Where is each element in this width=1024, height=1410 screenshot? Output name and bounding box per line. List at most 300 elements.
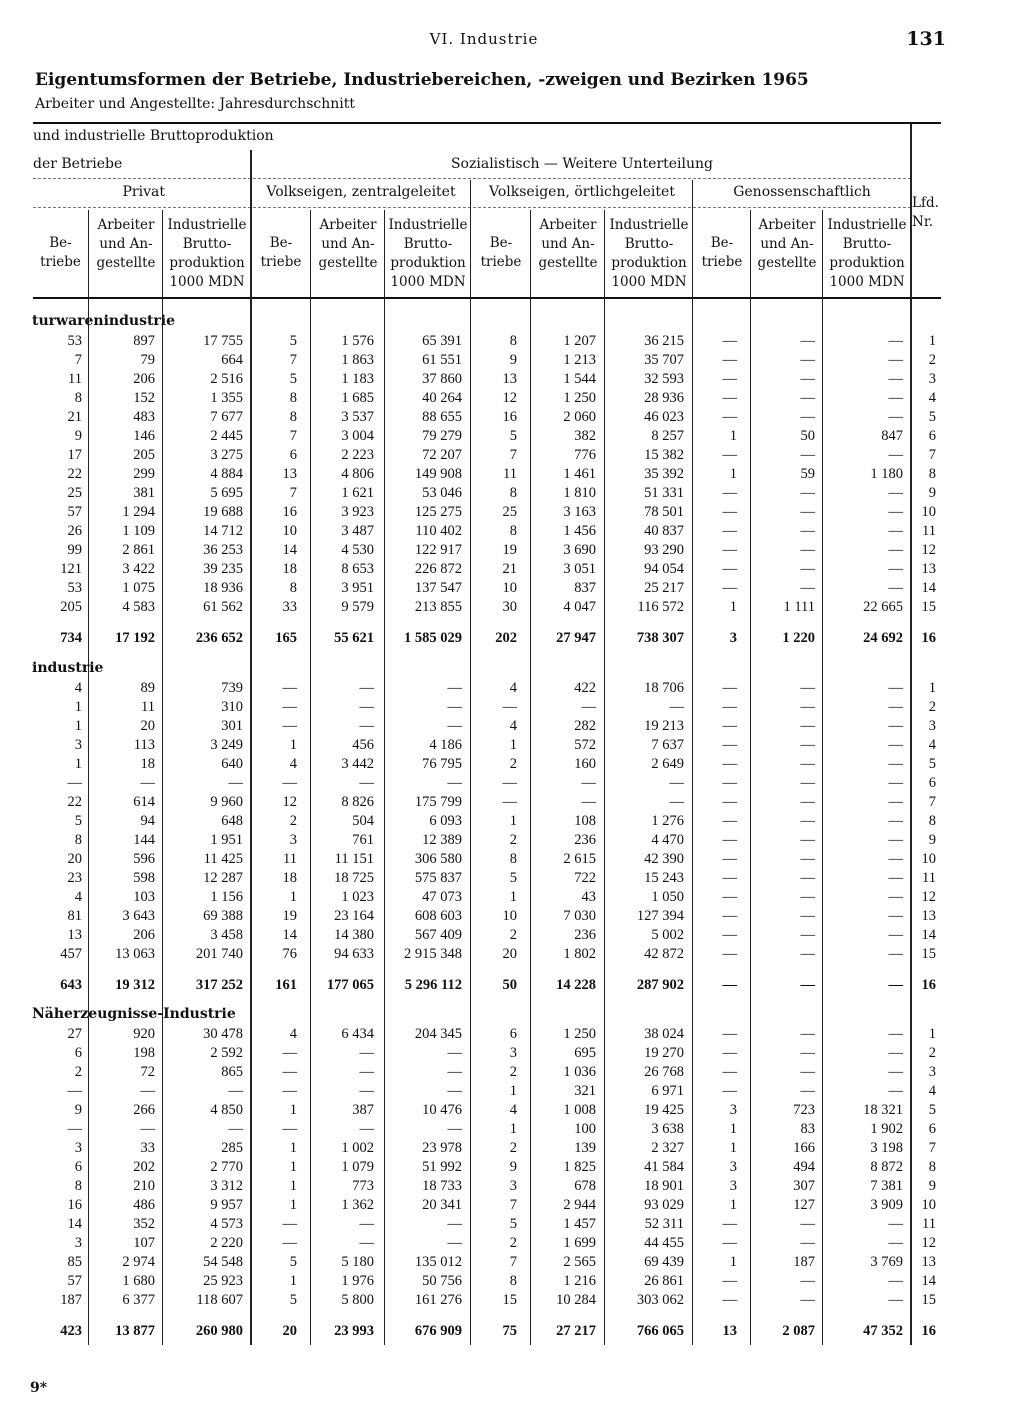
table-cell: 13 (722, 1323, 737, 1339)
subhead-betriebe-genossen: Be- triebe (701, 235, 743, 270)
table-cell: 12 389 (422, 832, 462, 848)
table-cell: — (722, 447, 737, 463)
table-cell: 9 (509, 1159, 517, 1175)
subhead-arbeiter-zentral: Arbeiter und An- gestellte (318, 217, 378, 271)
table-cell: 8 (289, 390, 297, 406)
table-cell: 15 382 (644, 447, 684, 463)
table-cell: 53 (67, 580, 82, 596)
table-cell: 4 530 (341, 542, 374, 558)
table-cell: 137 547 (414, 580, 462, 596)
table-cell: 43 (581, 889, 596, 905)
table-cell: 17 755 (203, 333, 243, 349)
table-cell: 2 (509, 927, 517, 943)
table-cell: 13 (502, 371, 517, 387)
section-title: industrie (32, 660, 104, 676)
table-cell: 773 (352, 1178, 374, 1194)
table-cell: 722 (574, 870, 596, 886)
table-cell: — (722, 333, 737, 349)
subhead-betriebe-privat: Be- triebe (40, 235, 81, 270)
table-cell: — (800, 1026, 815, 1042)
table-cell: 1 (729, 1140, 737, 1156)
table-cell: — (888, 1026, 903, 1042)
table-cell: 47 073 (422, 889, 462, 905)
table-cell: 2 (509, 1140, 517, 1156)
row-number: 14 (921, 1273, 936, 1289)
table-cell: 10 476 (422, 1102, 462, 1118)
table-cell: 3 312 (210, 1178, 243, 1194)
table-row (0, 1178, 1024, 1197)
table-cell: — (800, 737, 815, 753)
table-cell: 4 (509, 718, 517, 734)
table-cell: 16 (282, 504, 297, 520)
table-cell: 36 253 (203, 542, 243, 558)
table-cell: 11 425 (203, 851, 243, 867)
table-cell: — (722, 737, 737, 753)
table-cell: — (888, 699, 903, 715)
table-cell: 4 884 (210, 466, 243, 482)
table-cell: 103 (133, 889, 155, 905)
table-cell: — (502, 775, 517, 791)
table-cell: — (722, 1235, 737, 1251)
table-total-row (0, 1323, 1024, 1342)
table-cell: 204 345 (414, 1026, 462, 1042)
table-cell: 504 (352, 813, 374, 829)
table-cell: 4 806 (341, 466, 374, 482)
table-cell: — (800, 889, 815, 905)
row-number: 4 (928, 737, 936, 753)
table-cell: 50 (502, 977, 517, 993)
table-cell: 1 (74, 718, 82, 734)
table-cell: 5 (509, 870, 517, 886)
table-cell: 4 470 (651, 832, 684, 848)
table-cell: 4 (74, 889, 82, 905)
table-cell: 4 583 (122, 599, 155, 615)
table-cell: 161 276 (414, 1292, 462, 1308)
table-row (0, 523, 1024, 542)
table-cell: 8 826 (341, 794, 374, 810)
table-cell: — (359, 699, 374, 715)
row-number: 13 (921, 908, 936, 924)
table-row (0, 428, 1024, 447)
table-cell: 6 (74, 1045, 82, 1061)
table-cell: 55 621 (334, 630, 374, 646)
table-cell: 1 250 (563, 390, 596, 406)
table-cell: 6 (74, 1159, 82, 1175)
table-cell: 648 (221, 813, 243, 829)
table-cell: — (359, 1083, 374, 1099)
table-cell: 202 (495, 630, 517, 646)
table-cell: 14 (282, 542, 297, 558)
table-cell: — (888, 927, 903, 943)
subhead-produktion-privat: Industrielle Brutto- produktion 1000 MDN (167, 217, 247, 290)
table-cell: — (888, 409, 903, 425)
table-cell: — (888, 390, 903, 406)
table-cell: 7 (289, 352, 297, 368)
table-cell: 676 909 (414, 1323, 462, 1339)
table-cell: — (282, 1121, 297, 1137)
table-cell: 2 770 (210, 1159, 243, 1175)
table-row (0, 504, 1024, 523)
table-cell: 8 (74, 832, 82, 848)
table-cell: 100 (574, 1121, 596, 1137)
table-cell: — (888, 447, 903, 463)
table-cell: 61 551 (422, 352, 462, 368)
table-cell: 2 861 (122, 542, 155, 558)
row-number: 1 (928, 1026, 936, 1042)
table-cell: 739 (221, 680, 243, 696)
table-row (0, 485, 1024, 504)
table-cell: 1 180 (870, 466, 903, 482)
subhead-produktion-oertlich: Industrielle Brutto- produktion 1000 MDN (609, 217, 689, 290)
table-cell: 42 390 (644, 851, 684, 867)
row-number: 15 (921, 946, 936, 962)
table-cell: — (888, 580, 903, 596)
table-cell: 8 (509, 485, 517, 501)
table-cell: — (888, 832, 903, 848)
table-cell: 738 307 (636, 630, 684, 646)
table-cell: — (800, 1083, 815, 1099)
table-cell: 483 (133, 409, 155, 425)
table-cell: — (228, 1083, 243, 1099)
table-cell: — (800, 1064, 815, 1080)
table-cell: — (722, 832, 737, 848)
row-number: 8 (928, 813, 936, 829)
row-number: 3 (928, 371, 936, 387)
table-cell: — (140, 1083, 155, 1099)
table-row (0, 1102, 1024, 1121)
table-cell: 2 (289, 813, 297, 829)
table-cell: — (722, 1083, 737, 1099)
table-cell: 8 (74, 1178, 82, 1194)
table-cell: — (888, 946, 903, 962)
table-cell: 287 902 (636, 977, 684, 993)
page-number: 131 (906, 28, 946, 50)
table-cell: 3 643 (122, 908, 155, 924)
table-cell: — (800, 1045, 815, 1061)
table-cell: 14 380 (334, 927, 374, 943)
table-cell: 27 217 (556, 1323, 596, 1339)
table-cell: 8 (509, 523, 517, 539)
table-cell: 35 392 (644, 466, 684, 482)
table-cell: 5 800 (341, 1292, 374, 1308)
subhead-produktion-genossen: Industrielle Brutto- produktion 1000 MDN (827, 217, 907, 290)
table-cell: 37 860 (422, 371, 462, 387)
row-number: 10 (921, 504, 936, 520)
row-number: 3 (928, 1064, 936, 1080)
table-row (0, 718, 1024, 737)
table-cell: 20 (67, 851, 82, 867)
table-cell: 13 (67, 927, 82, 943)
table-row (0, 889, 1024, 908)
subhead-betriebe-oertlich: Be- triebe (480, 235, 522, 270)
row-number: 15 (921, 1292, 936, 1308)
table-cell: 456 (352, 737, 374, 753)
row-number: 7 (928, 794, 936, 810)
table-cell: 3 690 (563, 542, 596, 558)
table-row (0, 680, 1024, 699)
subhead-betriebe-zentral: Be- triebe (260, 235, 302, 270)
subhead-produktion-zentral: Industrielle Brutto- produktion 1000 MDN (388, 217, 468, 290)
table-cell: — (722, 756, 737, 772)
table-cell: 1 216 (563, 1273, 596, 1289)
table-cell: 1 036 (563, 1064, 596, 1080)
table-cell: 12 (282, 794, 297, 810)
table-cell: 198 (133, 1045, 155, 1061)
table-cell: — (800, 699, 815, 715)
table-cell: 761 (352, 832, 374, 848)
row-number: 4 (928, 1083, 936, 1099)
table-cell: — (669, 794, 684, 810)
table-cell: — (722, 889, 737, 905)
table-cell: — (800, 352, 815, 368)
row-number: 13 (921, 561, 936, 577)
table-cell: 20 (140, 718, 155, 734)
table-cell: 1 (289, 889, 297, 905)
table-cell: 23 978 (422, 1140, 462, 1156)
table-cell: 8 (289, 580, 297, 596)
table-cell: 2 220 (210, 1235, 243, 1251)
table-cell: 1 075 (122, 580, 155, 596)
table-cell: 1 863 (341, 352, 374, 368)
table-cell: 2 223 (341, 447, 374, 463)
table-row (0, 561, 1024, 580)
table-cell: 2 944 (563, 1197, 596, 1213)
table-cell: — (800, 794, 815, 810)
table-cell: 4 047 (563, 599, 596, 615)
table-row (0, 927, 1024, 946)
table-cell: 19 270 (644, 1045, 684, 1061)
table-cell: 78 501 (644, 504, 684, 520)
table-cell: 2 565 (563, 1254, 596, 1270)
table-cell: — (800, 908, 815, 924)
table-row (0, 851, 1024, 870)
table-cell: 76 795 (422, 756, 462, 772)
table-cell: 260 980 (195, 1323, 243, 1339)
table-cell: 7 637 (651, 737, 684, 753)
row-number: 14 (921, 580, 936, 596)
table-cell: 3 249 (210, 737, 243, 753)
table-cell: 3 (74, 737, 82, 753)
table-cell: 457 (60, 946, 82, 962)
table-cell: 26 768 (644, 1064, 684, 1080)
table-cell: 2 592 (210, 1045, 243, 1061)
table-cell: 38 024 (644, 1026, 684, 1042)
table-cell: 6 971 (651, 1083, 684, 1099)
table-cell: 14 (67, 1216, 82, 1232)
table-cell: 382 (574, 428, 596, 444)
table-cell: — (888, 1045, 903, 1061)
table-cell: 22 665 (863, 599, 903, 615)
row-number: 16 (921, 1323, 936, 1339)
table-cell: 6 (289, 447, 297, 463)
table-cell: 1 294 (122, 504, 155, 520)
table-cell: 847 (881, 428, 903, 444)
table-cell: 24 692 (863, 630, 903, 646)
table-cell: 8 (509, 851, 517, 867)
table-row (0, 409, 1024, 428)
table-cell: 5 180 (341, 1254, 374, 1270)
table-cell: 306 580 (414, 851, 462, 867)
table-cell: — (722, 1216, 737, 1232)
table-cell: 5 296 112 (404, 977, 462, 993)
table-cell: 1 213 (563, 352, 596, 368)
table-cell: 72 (140, 1064, 155, 1080)
table-row (0, 1273, 1024, 1292)
table-cell: 1 (74, 699, 82, 715)
table-cell: — (722, 775, 737, 791)
table-total-row (0, 977, 1024, 996)
table-cell: — (722, 946, 737, 962)
table-cell: — (888, 371, 903, 387)
row-number: 11 (922, 870, 936, 886)
subhead-arbeiter-privat: Arbeiter und An- gestellte (96, 217, 156, 271)
table-cell: 15 243 (644, 870, 684, 886)
table-cell: — (888, 794, 903, 810)
table-cell: 695 (574, 1045, 596, 1061)
header-divider (33, 178, 911, 179)
table-cell: — (722, 390, 737, 406)
row-number: 14 (921, 927, 936, 943)
table-cell: 3 487 (341, 523, 374, 539)
subhead-arbeiter-oertlich: Arbeiter und An- gestellte (538, 217, 598, 271)
table-row (0, 542, 1024, 561)
table-cell: — (359, 1121, 374, 1137)
table-cell: 81 (67, 908, 82, 924)
table-cell: 1 023 (341, 889, 374, 905)
table-cell: 2 445 (210, 428, 243, 444)
table-cell: — (800, 447, 815, 463)
table-cell: 113 (133, 737, 155, 753)
table-cell: — (888, 889, 903, 905)
table-cell: 20 (502, 946, 517, 962)
table-cell: 57 (67, 504, 82, 520)
table-cell: — (800, 409, 815, 425)
table-cell: 766 065 (636, 1323, 684, 1339)
table-cell: 6 (509, 1026, 517, 1042)
table-cell: — (359, 1045, 374, 1061)
table-cell: 5 (289, 333, 297, 349)
table-cell: 1 976 (341, 1273, 374, 1289)
table-subtitle: Arbeiter und Angestellte: Jahresdurchschnitt (35, 96, 355, 112)
table-cell: — (722, 1026, 737, 1042)
table-cell: 6 093 (429, 813, 462, 829)
table-cell: — (722, 561, 737, 577)
table-cell: 21 (67, 409, 82, 425)
table-cell: — (800, 523, 815, 539)
table-cell: 46 023 (644, 409, 684, 425)
table-total-row (0, 630, 1024, 649)
table-cell: — (800, 1292, 815, 1308)
table-cell: 266 (133, 1102, 155, 1118)
table-cell: 226 872 (414, 561, 462, 577)
table-cell: — (888, 756, 903, 772)
header-left-group: der Betriebe (33, 156, 123, 172)
header-divider-2 (33, 207, 911, 208)
table-row (0, 870, 1024, 889)
table-cell: 598 (133, 870, 155, 886)
table-cell: 1 825 (563, 1159, 596, 1175)
row-number: 1 (928, 680, 936, 696)
table-cell: 3 909 (870, 1197, 903, 1213)
table-cell: — (581, 794, 596, 810)
table-cell: 30 (502, 599, 517, 615)
table-row (0, 908, 1024, 927)
header-volkseigen-oertlich: Volkseigen, örtlichgeleitet (489, 184, 675, 200)
table-cell: 146 (133, 428, 155, 444)
table-cell: — (722, 870, 737, 886)
table-cell: 236 652 (195, 630, 243, 646)
header-bottom-rule (33, 297, 941, 299)
row-number: 12 (921, 889, 936, 905)
table-cell: 53 (67, 333, 82, 349)
table-cell: 108 (574, 813, 596, 829)
table-cell: — (722, 851, 737, 867)
table-cell: 3 004 (341, 428, 374, 444)
table-cell: 3 638 (651, 1121, 684, 1137)
table-cell: 1 (289, 1102, 297, 1118)
table-cell: 1 (74, 756, 82, 772)
table-cell: 2 974 (122, 1254, 155, 1270)
table-cell: 3 442 (341, 756, 374, 772)
footer-signature: 9* (30, 1380, 48, 1396)
table-cell: 205 (60, 599, 82, 615)
table-cell: — (722, 542, 737, 558)
table-cell: 3 (729, 630, 737, 646)
table-cell: 14 (282, 927, 297, 943)
table-row (0, 1140, 1024, 1159)
table-cell: 7 (289, 428, 297, 444)
table-cell: 54 548 (203, 1254, 243, 1270)
table-cell: — (447, 775, 462, 791)
table-cell: — (722, 1292, 737, 1308)
table-cell: — (888, 908, 903, 924)
table-row (0, 1216, 1024, 1235)
table-cell: 7 677 (210, 409, 243, 425)
table-cell: — (800, 371, 815, 387)
table-cell: 3 198 (870, 1140, 903, 1156)
table-cell: 865 (221, 1064, 243, 1080)
table-cell: 2 915 348 (404, 946, 462, 962)
table-cell: — (447, 680, 462, 696)
table-cell: 678 (574, 1178, 596, 1194)
table-row (0, 580, 1024, 599)
table-cell: 1 461 (563, 466, 596, 482)
table-title: Eigentumsformen der Betriebe, Industriebereichen, -zweigen und Bezirken 1965 (35, 70, 809, 90)
table-cell: 1 685 (341, 390, 374, 406)
table-cell: — (888, 1083, 903, 1099)
table-cell: 7 (74, 352, 82, 368)
table-cell: 1 (729, 599, 737, 615)
table-cell: 127 394 (636, 908, 684, 924)
table-cell: 42 872 (644, 946, 684, 962)
table-cell: 2 615 (563, 851, 596, 867)
table-cell: 23 164 (334, 908, 374, 924)
table-cell: — (722, 504, 737, 520)
row-number: 13 (921, 1254, 936, 1270)
table-cell: 18 (282, 561, 297, 577)
table-cell: 213 855 (414, 599, 462, 615)
table-cell: 27 (67, 1026, 82, 1042)
table-cell: 3 (729, 1102, 737, 1118)
table-cell: 1 (729, 428, 737, 444)
row-number: 9 (928, 485, 936, 501)
table-cell: — (228, 775, 243, 791)
table-cell: 89 (140, 680, 155, 696)
table-cell: — (581, 699, 596, 715)
table-cell: 7 (509, 447, 517, 463)
table-cell: — (888, 718, 903, 734)
table-cell: 53 046 (422, 485, 462, 501)
